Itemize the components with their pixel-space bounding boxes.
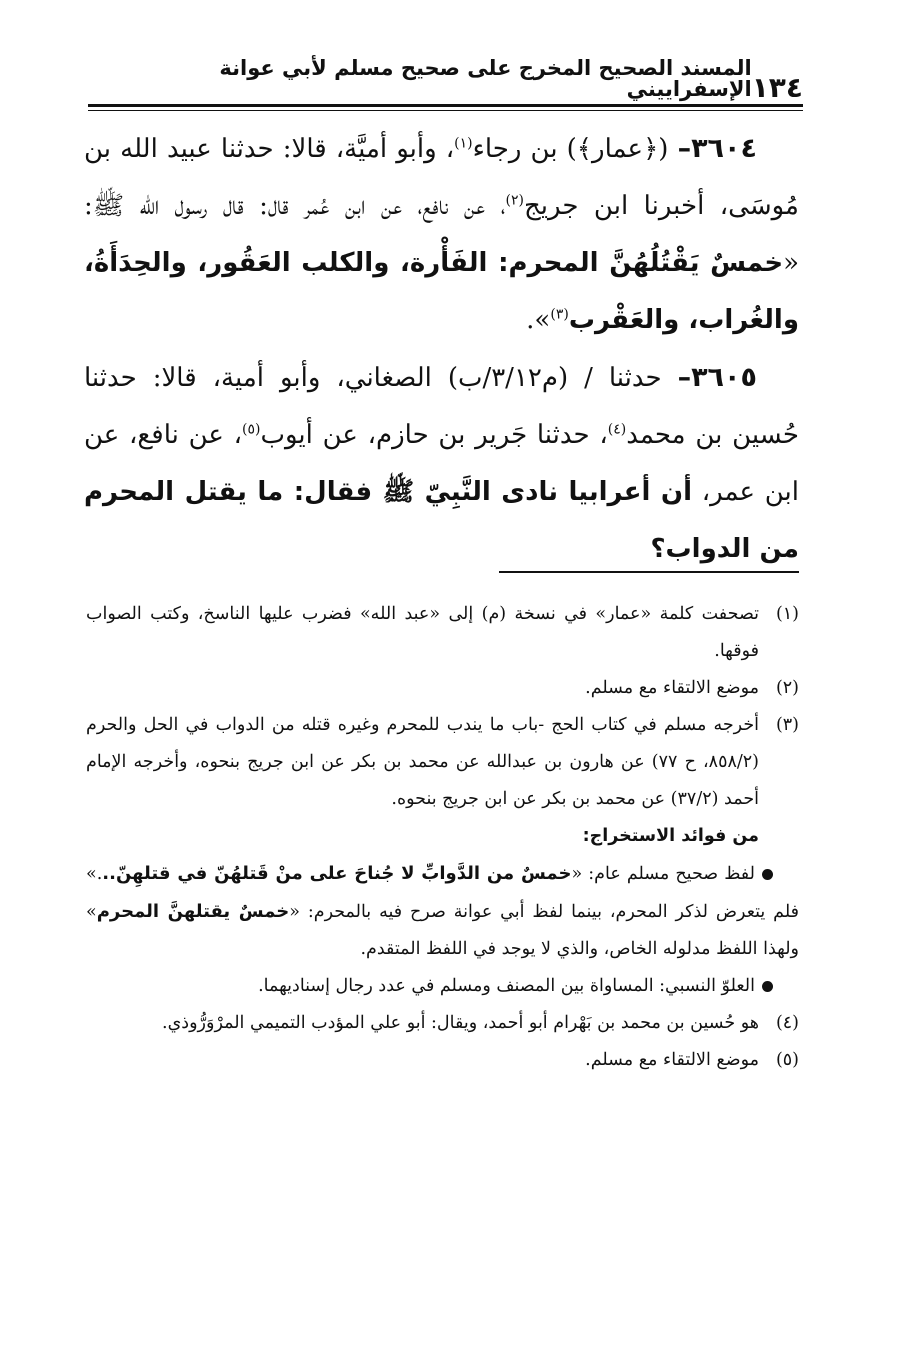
benefits-title: من فوائد الاستخراج: [582, 826, 759, 846]
running-title: المسند الصحيح المخرج على صحيح مسلم لأبي عوانة الإسفراييني [219, 56, 752, 101]
bullet-icon [762, 981, 773, 992]
bullet-icon [762, 869, 773, 880]
hadith-text: (﴿عمار﴾) بن رجاء [472, 134, 678, 164]
footnote-ref: (١) [454, 135, 473, 152]
footnote-5 [86, 1042, 799, 1079]
benefit-text: .» فلم يتعرض لذكر المحرم، بينما لفظ أبي عوانة صرح فيه بالمحرم: « [86, 864, 799, 922]
hadith-number: ٣٦٠٤– [677, 133, 757, 164]
hadith-number: ٣٦٠٥– [677, 362, 757, 393]
footnote-text: أخرجه مسلم في كتاب الحج -باب ما يندب للمحرم وغيره قتله من الدواب في الحل والحرم (٨٥٨/٢، ح ٧٧) عن هارون بن عبدالله عن محمد بن بكر عن ابن جريج بنحوه، وأخرجه الإمام أحمد (٣٧/٢) عن محمد بن بكر عن ابن جريج بنحوه. [86, 715, 759, 809]
footnote-label: (٣) [775, 715, 799, 735]
footnote-label: (٤) [775, 1013, 799, 1033]
hadith-matn: خمسٌ يَقْتُلُهُنَّ المحرم: الفَأْرة، والكلب العَقُور، والحِدَأَةُ، والغُراب، والعَقْرب [84, 248, 799, 335]
benefit-1 [86, 855, 799, 968]
footnote-1 [86, 596, 799, 670]
footnote-text: موضع الالتقاء مع مسلم. [585, 678, 759, 698]
footnote-ref: (٤) [607, 421, 627, 438]
footnote-ref: (٥) [242, 421, 261, 438]
benefit-text: لفظ صحيح مسلم عام: « [571, 864, 755, 884]
footnote-text: هو حُسين بن محمد بن بَهْرام أبو أحمد، ويقال: أبو علي المؤدب التميمي المرْوَرُّوذي. [162, 1013, 759, 1033]
hadith-text: حدثنا / (م٣/١٢/ب) الصغاني، وأبو أمية، قالا: حدثنا حُسين بن محمد [84, 363, 799, 450]
footnotes [86, 596, 799, 1079]
footnote-text: تصحفت كلمة «عمار» في نسخة (م) إلى «عبد الله» فضرب عليها الناسخ، وكتب الصواب فوقها. [86, 604, 759, 661]
hadith-text: ، عن نافع، عن ابن عمر، [84, 420, 799, 507]
header-rule-thick [88, 104, 803, 107]
benefit-text: » ولهذا اللفظ مدلوله الخاص، والذي لا يوجد في اللفظ المتقدم. [86, 902, 799, 959]
hadith-matn: أن أعرابيا نادى النَّبِيّ ﷺ فقال: ما يقتل المحرم من الدواب؟ [84, 477, 799, 564]
hadith-text: ، عن نافع، عن ابن عُمر قال: قال رسول الله ﷺ: « [84, 191, 799, 278]
page-number: ١٣٤ [751, 71, 803, 104]
benefit-text: العلوّ النسبي: المساواة بين المصنف ومسلم في عدد رجال إسناديهما. [258, 976, 755, 996]
benefit-2 [86, 968, 799, 1005]
running-header [88, 56, 803, 104]
footnote-label: (٥) [775, 1050, 799, 1070]
footnote-label: (٢) [775, 678, 799, 698]
hadith-text: ، حدثنا جَرير بن حازم، عن أيوب [260, 420, 608, 450]
footnote-label: (١) [775, 604, 799, 624]
hadith-3604 [84, 120, 799, 349]
hadith-text: ، وأبو أميَّة، قالا: حدثنا عبيد الله بن مُوسَى، أخبرنا ابن جريج [84, 134, 799, 221]
hadith-text: ». [526, 305, 551, 335]
footnote-2 [86, 670, 799, 707]
hadith-3605 [84, 349, 799, 578]
footnote-ref: (٢) [505, 192, 525, 209]
header-rule-thin [88, 110, 803, 111]
footnote-4 [86, 1005, 799, 1042]
footnote-3 [86, 707, 799, 818]
benefit-bold: خمسٌ يقتلهنَّ المحرم [96, 901, 290, 922]
footnote-ref: (٣) [550, 306, 569, 323]
main-text [84, 120, 799, 578]
footnote-text: موضع الالتقاء مع مسلم. [585, 1050, 759, 1070]
footnote-separator [499, 571, 799, 573]
benefit-bold: خمسٌ من الدَّوابِّ لا جُناحَ على منْ قَتلهُنّ في قتلهِنّ.. [102, 863, 572, 884]
